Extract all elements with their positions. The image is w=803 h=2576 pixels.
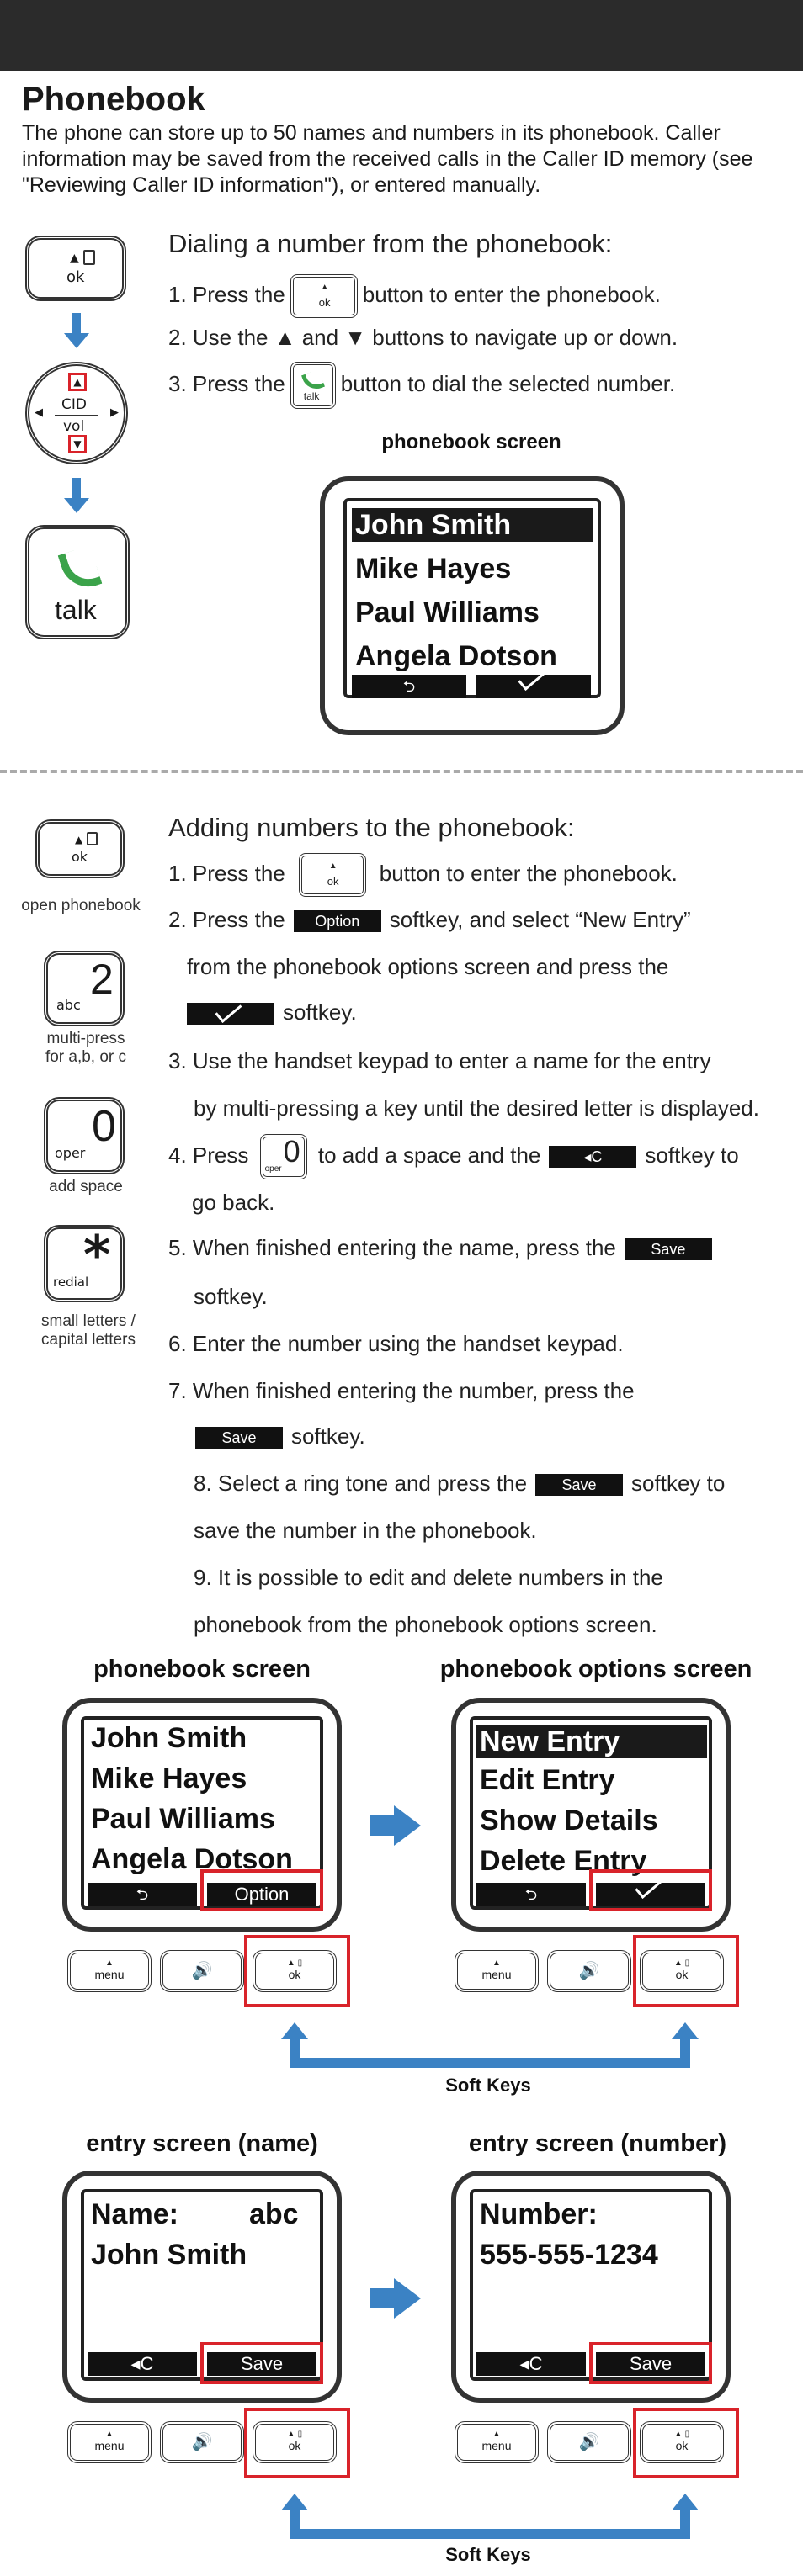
small-capital-caption: small letters / capital letters [41, 1312, 136, 1349]
page-title: Phonebook [22, 81, 205, 118]
menu-key[interactable]: ▲ menu [455, 1950, 539, 1992]
menu-key[interactable]: ▲ menu [67, 2421, 152, 2463]
back-softkey[interactable]: ⮌ [352, 675, 466, 698]
select-highlight [589, 1869, 712, 1911]
adding-step-7-cont: Save softkey. [187, 1423, 365, 1450]
option-item: Delete Entry [480, 1845, 647, 1877]
adding-heading: Adding numbers to the phonebook: [168, 813, 575, 842]
options-screen-caption: phonebook options screen [439, 1656, 752, 1683]
back-softkey[interactable]: ⮌ [476, 1883, 586, 1906]
soft-keys-bracket [290, 2529, 690, 2539]
save-softkey[interactable]: Save [207, 2352, 316, 2376]
option-softkey[interactable]: Option [207, 1883, 316, 1906]
phonebook-screen [320, 476, 625, 735]
dialing-step-2: 2. Use the ▲ and ▼ buttons to navigate up or down. [168, 325, 678, 350]
open-phonebook-caption: open phonebook [21, 897, 141, 914]
adding-step-4: 4. Press 0 oper to add a space and the ◂C softkey to [168, 1134, 739, 1179]
soft-keys-label: Soft Keys [445, 2075, 531, 2096]
contact-item: John Smith [91, 1722, 247, 1754]
select-softkey[interactable] [476, 675, 591, 698]
key-star-icon: * redial [44, 1225, 125, 1302]
adding-step-1: 1. Press the▲ ok button to enter the phonebook. [168, 853, 678, 897]
number-value: 555-555-1234 [480, 2239, 658, 2271]
section-divider [0, 770, 803, 773]
ok-key-highlight [633, 1935, 739, 2007]
nav-pad-icon: ▲ CID ◀ ▶ vol ▼ [25, 362, 128, 464]
speaker-key[interactable]: 🔊 [547, 1950, 631, 1992]
ok-key-icon-inline [290, 274, 358, 318]
number-label: Number: [480, 2198, 598, 2230]
clear-softkey[interactable]: ◂C [476, 2352, 586, 2376]
phonebook-screen-caption-2: phonebook screen [93, 1656, 311, 1683]
arrow-down-icon [72, 313, 81, 335]
key-2-icon: 2 abc [44, 951, 125, 1026]
key-0-icon: 0 oper [44, 1097, 125, 1174]
adding-step-5-cont: softkey. [194, 1284, 268, 1309]
key-0-icon-inline: 0 oper [260, 1134, 307, 1179]
adding-step-4-cont: go back. [192, 1190, 275, 1215]
clear-softkey[interactable]: ◂C [88, 2352, 197, 2376]
dialing-heading: Dialing a number from the phonebook: [168, 229, 613, 258]
name-value: John Smith [91, 2239, 247, 2271]
contact-item: Mike Hayes [91, 1762, 247, 1794]
arrow-right-icon [370, 2288, 396, 2308]
entry-name-caption: entry screen (name) [86, 2130, 318, 2157]
soft-keys-bracket [290, 2058, 690, 2068]
intro-text: The phone can store up to 50 names and numbers in its phonebook. Caller information may be saved from the received calls in the Caller ID memory (see "Reviewing Caller ID information"), or entered manually. [22, 121, 753, 197]
soft-keys-label: Soft Keys [445, 2544, 531, 2565]
adding-step-9-cont: phonebook from the phonebook options screen. [194, 1612, 657, 1637]
contact-item: Angela Dotson [355, 640, 557, 672]
input-mode: abc [249, 2198, 299, 2230]
adding-step-3: 3. Use the handset keypad to enter a name for the entry [168, 1048, 711, 1073]
adding-step-8: 8. Select a ring tone and press the Save softkey to [194, 1471, 726, 1496]
adding-step-3-cont: by multi-pressing a key until the desired letter is displayed. [194, 1095, 759, 1121]
adding-step-9: 9. It is possible to edit and delete numbers in the [194, 1565, 663, 1590]
talk-key-icon-inline: talk [290, 362, 336, 409]
save-softkey[interactable]: Save [596, 2352, 705, 2376]
option-item: Edit Entry [480, 1764, 615, 1796]
back-softkey[interactable]: ⮌ [88, 1883, 197, 1906]
option-item: New Entry [476, 1725, 707, 1758]
adding-step-2: 2. Press the Option softkey, and select “New Entry” [168, 907, 691, 932]
adding-step-5: 5. When finished entering the name, press the Save [168, 1235, 721, 1261]
ok-key-icon: ▲ ok [35, 819, 125, 878]
menu-key[interactable]: ▲ menu [67, 1950, 152, 1992]
save-highlight [589, 2342, 712, 2384]
option-item: Show Details [480, 1805, 658, 1837]
contact-item: John Smith [352, 508, 593, 542]
ok-key[interactable]: ▲ ▯ ok [253, 2421, 337, 2463]
menu-key[interactable]: ▲ menu [455, 2421, 539, 2463]
contact-item: Paul Williams [355, 596, 540, 628]
speaker-key[interactable]: 🔊 [160, 2421, 244, 2463]
option-highlight [200, 1869, 323, 1911]
dialing-step-1: 1. Press the▲ ok button to enter the phonebook. [168, 274, 661, 318]
ok-key[interactable]: ▲ ▯ ok [640, 2421, 724, 2463]
phonebook-screen-caption: phonebook screen [381, 431, 561, 453]
entry-number-caption: entry screen (number) [468, 2130, 727, 2157]
dialing-step-3: 3. Press the talk button to dial the selected number. [168, 362, 675, 409]
talk-key-icon: talk [25, 525, 130, 639]
add-space-caption: add space [49, 1178, 123, 1195]
multi-press-caption: multi-press for a,b, or c [45, 1030, 127, 1066]
adding-step-7: 7. When finished entering the number, press the [168, 1378, 635, 1403]
save-highlight [200, 2342, 323, 2384]
contact-item: Angela Dotson [91, 1843, 293, 1875]
adding-step-2-cont2: softkey. [187, 999, 357, 1026]
adding-step-2-cont: from the phonebook options screen and press the [187, 954, 669, 979]
arrow-down-icon-2 [72, 478, 81, 500]
arrow-right-icon [370, 1815, 396, 1836]
contact-item: Mike Hayes [355, 553, 512, 585]
ok-key-icon-inline [299, 853, 366, 897]
ok-key[interactable]: ▲ ▯ ok [640, 1950, 724, 1992]
adding-step-8-cont: save the number in the phonebook. [194, 1518, 537, 1543]
adding-step-6: 6. Enter the number using the handset keypad. [168, 1331, 624, 1356]
name-label: Name: [91, 2198, 178, 2230]
ok-key-highlight [633, 2408, 739, 2478]
contact-item: Paul Williams [91, 1803, 275, 1835]
speaker-key[interactable]: 🔊 [547, 2421, 631, 2463]
ok-key-highlight [244, 2408, 350, 2478]
speaker-key[interactable]: 🔊 [160, 1950, 244, 1992]
ok-key[interactable]: ▲ ▯ ok [253, 1950, 337, 1992]
header-bar [0, 0, 803, 71]
ok-key-icon: ▲ ok [25, 236, 126, 301]
ok-key-highlight [244, 1935, 350, 2007]
